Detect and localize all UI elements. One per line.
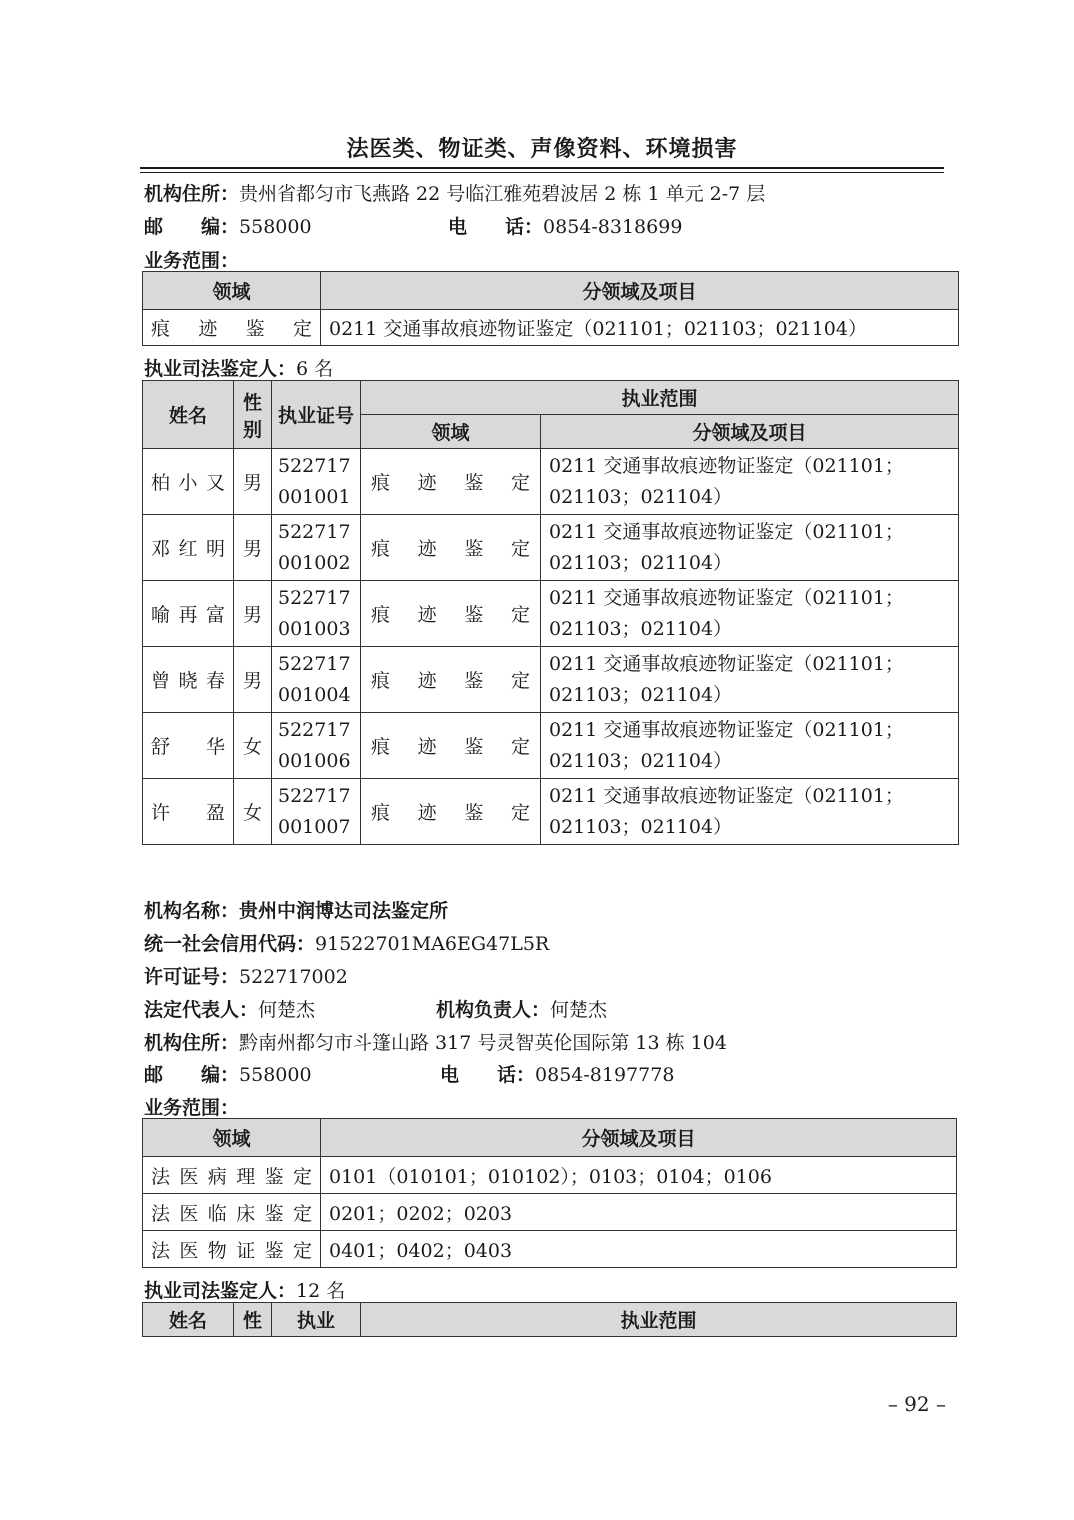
org2-contact-line [144,1060,312,1087]
org1-staff-count: 6 名 [296,358,334,380]
header-rule-thin [140,172,944,173]
staff-items [541,647,959,713]
staff-items-line: 021103；021104） [549,551,733,574]
header-rule [140,167,944,169]
scope-items: 0401；0402；0403 [321,1231,957,1268]
col-header-license: 执业 [272,1303,361,1337]
table-row [143,647,959,713]
staff-name: 曾晓春 [143,647,234,713]
staff-gender: 女 [234,779,272,845]
org2-name-label: 机构名称： [144,900,240,922]
org1-phone-label: 电 话： [448,216,544,238]
scope-items: 0101（010101；010102）；0103；0104；0106 [321,1157,957,1194]
table-row [143,581,959,647]
staff-domain: 痕迹鉴定 [361,713,541,779]
staff-items-line: 021103；021104） [549,815,733,838]
col-header-gender: 性别 [234,381,272,449]
org2-address: 黔南州都匀市斗篷山路 317 号灵智英伦国际第 13 栋 104 [239,1032,727,1054]
scope-items: 0201；0202；0203 [321,1194,957,1231]
staff-gender: 男 [234,449,272,515]
staff-items [541,581,959,647]
scope-domain: 痕迹鉴定 [143,310,321,346]
staff-license-line: 522717 [278,784,351,807]
col-header-license: 执业证号 [272,381,361,449]
org2-head-line [436,995,607,1022]
staff-domain: 痕迹鉴定 [361,779,541,845]
table-header-row [143,1119,957,1157]
table-header-row [143,1303,957,1337]
org2-legal-rep-label: 法定代表人： [144,999,259,1021]
staff-license-line: 001007 [278,815,351,838]
org2-scope-label: 业务范围： [144,1097,240,1119]
staff-license [272,647,361,713]
staff-gender: 女 [234,713,272,779]
staff-license-line: 001003 [278,617,351,640]
staff-name: 舒华 [143,713,234,779]
org2-credit-label: 统一社会信用代码： [144,933,316,955]
col-header-items: 分领域及项目 [321,1119,957,1157]
org1-phone-line [448,212,682,239]
org2-address-label: 机构住所： [144,1032,240,1054]
col-header-items: 分领域及项目 [321,272,959,310]
table-row [143,449,959,515]
staff-domain: 痕迹鉴定 [361,515,541,581]
page-title: 法医类、物证类、声像资料、环境损害 [346,137,738,162]
staff-items-line: 0211 交通事故痕迹物证鉴定（021101； [549,652,904,675]
scope-items: 0211 交通事故痕迹物证鉴定（021101；021103；021104） [321,310,959,346]
org2-license-label: 许可证号： [144,966,240,988]
org2-staff-table [142,1302,957,1337]
table-row [143,1157,957,1194]
staff-items-line: 021103；021104） [549,749,733,772]
org1-staff-label: 执业司法鉴定人： [144,358,297,380]
staff-items-line: 0211 交通事故痕迹物证鉴定（021101； [549,784,904,807]
staff-license-line: 522717 [278,652,351,675]
org2-scope-table [142,1118,957,1268]
org1-address-label: 机构住所： [144,183,240,205]
org1-scope-label-line [144,246,239,273]
staff-name: 邓红明 [143,515,234,581]
org1-scope-table [142,271,959,346]
org2-credit-code: 91522701MA6EG47L5R [315,933,550,955]
col-header-gender: 性 [234,1303,272,1337]
org1-address: 贵州省都匀市飞燕路 22 号临江雅苑碧波居 2 栋 1 单元 2-7 层 [239,183,766,205]
org1-contact-line [144,212,312,239]
table-row [143,310,959,346]
table-row [143,1231,957,1268]
org2-staff-line [144,1276,345,1303]
staff-gender: 男 [234,647,272,713]
staff-license-line: 001002 [278,551,351,574]
table-header-row [143,381,959,415]
scope-domain: 法医临床鉴定 [143,1194,321,1231]
org2-address-line [144,1028,727,1055]
org2-postcode-label: 邮 编： [144,1064,240,1086]
org1-address-line [144,179,765,206]
org2-phone: 0854-8197778 [535,1064,675,1086]
staff-items-line: 0211 交通事故痕迹物证鉴定（021101； [549,718,904,741]
org1-staff-table [142,380,959,845]
staff-items [541,713,959,779]
org2-staff-label: 执业司法鉴定人： [144,1280,297,1302]
table-header-row [143,272,959,310]
org2-staff-count: 12 名 [296,1280,346,1302]
org2-license-line [144,962,348,989]
org2-phone-label: 电 话： [440,1064,536,1086]
col-header-name: 姓名 [143,381,234,449]
staff-license [272,779,361,845]
staff-license [272,581,361,647]
staff-license-line: 001004 [278,683,351,706]
staff-items-line: 021103；021104） [549,617,733,640]
staff-items-line: 0211 交通事故痕迹物证鉴定（021101； [549,454,904,477]
col-header-domain: 领域 [143,272,321,310]
staff-domain: 痕迹鉴定 [361,581,541,647]
col-header-domain: 领域 [361,415,541,449]
staff-items [541,449,959,515]
staff-license-line: 522717 [278,520,351,543]
org2-legal-rep: 何楚杰 [258,999,316,1021]
col-header-domain: 领域 [143,1119,321,1157]
staff-domain: 痕迹鉴定 [361,647,541,713]
staff-items-line: 0211 交通事故痕迹物证鉴定（021101； [549,520,904,543]
staff-gender: 男 [234,581,272,647]
org2-head: 何楚杰 [550,999,608,1021]
col-header-name: 姓名 [143,1303,234,1337]
staff-license-line: 001001 [278,485,351,508]
org2-name-line [144,896,448,923]
org1-postcode-label: 邮 编： [144,216,240,238]
table-row [143,713,959,779]
org2-credit-line [144,929,549,956]
staff-license [272,713,361,779]
org1-phone: 0854-8318699 [543,216,683,238]
staff-license [272,515,361,581]
staff-domain: 痕迹鉴定 [361,449,541,515]
org2-license: 522717002 [239,966,348,988]
org2-scope-label-line [144,1093,239,1120]
org2-name: 贵州中润博达司法鉴定所 [239,900,449,922]
org2-postcode: 558000 [239,1064,312,1086]
staff-license-line: 001006 [278,749,351,772]
org2-head-label: 机构负责人： [436,999,551,1021]
table-row [143,779,959,845]
scope-domain: 法医物证鉴定 [143,1231,321,1268]
staff-name: 柏小又 [143,449,234,515]
staff-items [541,515,959,581]
col-header-practice-scope: 执业范围 [361,381,959,415]
staff-table-body [143,449,959,845]
staff-items [541,779,959,845]
table-row [143,1194,957,1231]
staff-name: 喻再富 [143,581,234,647]
col-header-practice-scope: 执业范围 [361,1303,957,1337]
col-header-subdomain: 分领域及项目 [541,415,959,449]
staff-license [272,449,361,515]
staff-license-line: 522717 [278,718,351,741]
scope-domain: 法医病理鉴定 [143,1157,321,1194]
org2-legal-rep-line [144,995,315,1022]
staff-license-line: 522717 [278,454,351,477]
staff-license-line: 522717 [278,586,351,609]
staff-items-line: 021103；021104） [549,683,733,706]
org1-staff-line [144,354,333,381]
page-number: – 92 – [887,1392,946,1416]
org1-scope-label: 业务范围： [144,250,240,272]
org1-postcode: 558000 [239,216,312,238]
staff-items-line: 0211 交通事故痕迹物证鉴定（021101； [549,586,904,609]
staff-gender: 男 [234,515,272,581]
staff-items-line: 021103；021104） [549,485,733,508]
staff-name: 许盈 [143,779,234,845]
org2-phone-line [440,1060,674,1087]
page-header [140,132,944,173]
table-row [143,515,959,581]
